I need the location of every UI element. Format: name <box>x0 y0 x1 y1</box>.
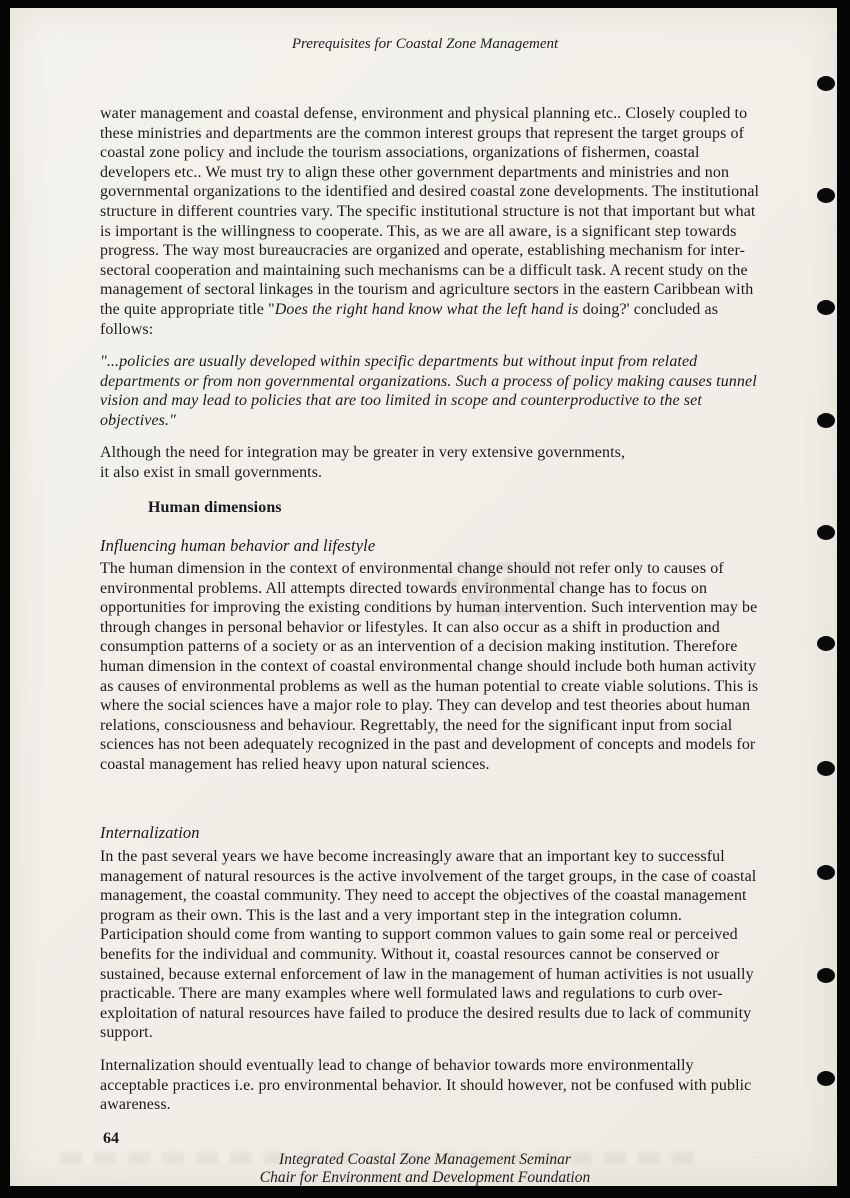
paragraph-line: Although the need for integration may be greater in very extensive governments, <box>100 444 626 461</box>
binding-hole <box>817 413 835 428</box>
binding-hole <box>817 761 835 776</box>
inline-italic-title: Does the right hand know what the left hand is <box>274 300 579 318</box>
footer-seminar-title: Integrated Coastal Zone Management Seminar <box>279 1151 571 1168</box>
binding-hole <box>817 76 835 91</box>
paragraph-text: doing?' concluded as follows: <box>100 300 719 338</box>
running-header: Prerequisites for Coastal Zone Management <box>291 36 559 52</box>
paragraph-integration-need <box>100 443 765 482</box>
paragraph-target-groups: In the past several years we have become increasingly aware that an important key to successful management of natural resources is the active involvement of the target groups, in the case of coastal management, the coastal community. They need to accept the objectives of the coastal management program as their own. This is the last and a very important step in the integration column. Participation should come from wanting to support common values to gain some real or perceived benefits for the individual and community. Without it, coastal resources cannot be conserved or sustained, because external enforcement of law in the management of human activities is not usually practicable. There are many examples where well formulated laws and regulations to curb over-exploitation of natural resources have failed to produce the desired results due to lack of community support. <box>100 848 757 1042</box>
section-heading-human-dimensions: Human dimensions <box>148 499 282 516</box>
footer-foundation-title: Chair for Environment and Development Foundation <box>259 1169 591 1186</box>
binding-hole <box>817 300 835 315</box>
binding-hole <box>817 636 835 651</box>
binding-hole <box>817 188 835 203</box>
binding-hole <box>817 865 835 880</box>
paragraph-line: it also exist in small governments. <box>100 463 323 481</box>
block-quote-policies: "...policies are usually developed within specific departments but without input from related departments or from non governmental organizations. Such a process of policy making causes tunnel vision and may lead to policies that are too limited in scope and counterproductive to the set objectives." <box>100 353 757 429</box>
binding-hole <box>817 968 835 983</box>
subheading-internalization: Internalization <box>100 823 200 842</box>
binding-hole <box>817 1071 835 1086</box>
page-number: 64 <box>103 1130 119 1147</box>
paragraph-internalization-behavior: Internalization should eventually lead to change of behavior towards more environmentally acceptable practices i.e. pro environmental behavior. It should however, not be confused with public awareness. <box>100 1057 752 1114</box>
paragraph-institutional-structure <box>100 104 765 339</box>
subheading-influencing-behavior: Influencing human behavior and lifestyle <box>100 536 376 555</box>
binding-hole <box>817 525 835 540</box>
paragraph-text: water management and coastal defense, environment and physical planning etc.. Closely coupled to these ministries and departments are the common interest groups that represent the target groups of coastal zone policy and include the tourism associations, organizations of fishermen, coastal developers etc.. We must try to align these other government departments and ministries and non governmental organizations to the identified and desired coastal zone developments. The institutional structure in different countries vary. The specific institutional structure is not that important but what is important is the willingness to cooperate. This, as we are all aware, is a significant step towards progress. The way most bureaucracies are organized and operate, establishing mechanism for inter-sectoral cooperation and maintaining such mechanisms can be a difficult task. A recent study on the management of sectoral linkages in the tourism and agriculture sectors in the eastern Caribbean with the quite appropriate title " <box>100 105 760 318</box>
paragraph-human-dimension: The human dimension in the context of environmental change should not refer only to causes of environmental problems. All attempts directed towards environmental change has to focus on opportunities for improving the existing conditions by human intervention. Such intervention may be through changes in personal behavior or lifestyles. It can also occur as a shift in production and consumption patterns of a society or as an intervention of a decision making institution. Therefore human dimension in the context of coastal environmental change should include both human activity as causes of environmental problems as well as the human potential to create viable solutions. This is where the social sciences have a major role to play. They can develop and test theories about human relations, consciousness and behaviour. Regrettably, the need for the significant input from social sciences has not been adequately recognized in the past and development of concepts and models for coastal management has relied heavy upon natural sciences. <box>100 560 759 773</box>
